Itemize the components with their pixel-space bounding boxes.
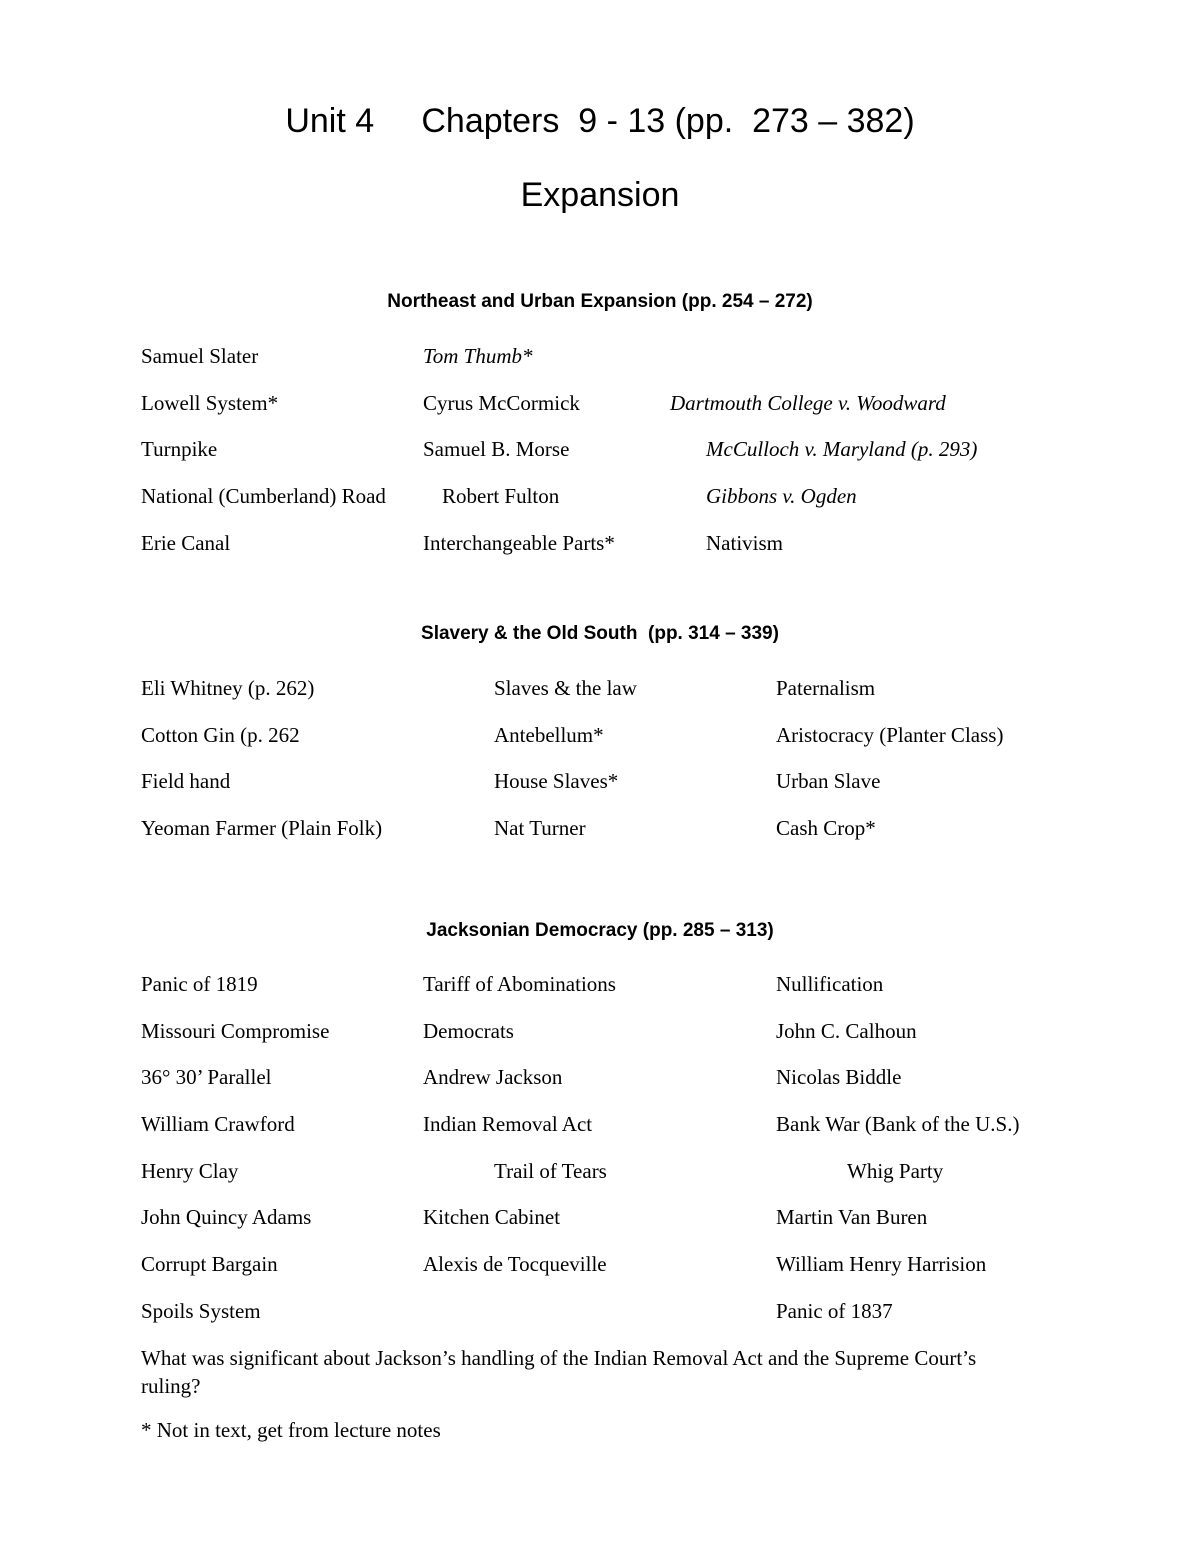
term: Kitchen Cabinet — [423, 1205, 561, 1229]
term-row — [0, 434, 1200, 464]
term: Missouri Compromise — [141, 1019, 330, 1043]
term: Interchangeable Parts* — [423, 531, 615, 555]
term-row — [0, 1249, 1200, 1279]
term: William Henry Harrision — [776, 1252, 987, 1276]
term-row — [0, 1016, 1200, 1046]
term: 36° 30’ Parallel — [141, 1065, 272, 1089]
term: Spoils System — [141, 1299, 261, 1323]
term-row — [0, 969, 1200, 999]
term-row — [0, 1202, 1200, 1232]
term: Field hand — [141, 769, 231, 793]
term: House Slaves* — [494, 769, 619, 793]
term-row — [0, 673, 1200, 703]
term: Nicolas Biddle — [776, 1065, 902, 1089]
term: Nativism — [706, 531, 783, 555]
term: Slaves & the law — [494, 676, 637, 700]
term: Antebellum* — [494, 723, 604, 747]
term: Erie Canal — [141, 531, 231, 555]
term: Nat Turner — [494, 816, 586, 840]
term: Paternalism — [776, 676, 876, 700]
term-row — [0, 341, 1200, 371]
term-row — [0, 388, 1200, 418]
term: Cyrus McCormick — [423, 391, 580, 415]
term: Trail of Tears — [494, 1159, 607, 1183]
term: Tariff of Abominations — [423, 972, 616, 996]
term: Bank War (Bank of the U.S.) — [776, 1112, 1020, 1136]
term: Robert Fulton — [442, 484, 560, 508]
term: Nullification — [776, 972, 884, 996]
page-title: Unit 4 Chapters 9 - 13 (pp. 273 – 382) — [285, 102, 915, 140]
term: Aristocracy (Planter Class) — [776, 723, 1004, 747]
term-row — [0, 1062, 1200, 1092]
term: Corrupt Bargain — [141, 1252, 278, 1276]
term: Whig Party — [847, 1159, 944, 1183]
term-row — [0, 813, 1200, 843]
term-row — [0, 1109, 1200, 1139]
term: Tom Thumb* — [423, 344, 533, 368]
term: William Crawford — [141, 1112, 295, 1136]
term: Yeoman Farmer (Plain Folk) — [141, 816, 383, 840]
term: Dartmouth College v. Woodward — [670, 391, 946, 415]
section-heading-jacksonian: Jacksonian Democracy (pp. 285 – 313) — [426, 920, 774, 941]
section-heading-northeast: Northeast and Urban Expansion (pp. 254 – 272) — [387, 291, 813, 312]
term: Samuel Slater — [141, 344, 259, 368]
term-row — [0, 481, 1200, 511]
term: Lowell System* — [141, 391, 279, 415]
term: Alexis de Tocqueville — [423, 1252, 607, 1276]
term: John C. Calhoun — [776, 1019, 917, 1043]
term: Martin Van Buren — [776, 1205, 928, 1229]
page-subtitle: Expansion — [520, 176, 680, 214]
term: Gibbons v. Ogden — [706, 484, 857, 508]
section-heading-slavery: Slavery & the Old South (pp. 314 – 339) — [421, 623, 779, 644]
term: McCulloch v. Maryland (p. 293) — [706, 437, 978, 461]
term-row — [0, 720, 1200, 750]
term: National (Cumberland) Road — [141, 484, 386, 508]
term: Indian Removal Act — [423, 1112, 593, 1136]
term: Samuel B. Morse — [423, 437, 570, 461]
term: John Quincy Adams — [141, 1205, 312, 1229]
discussion-question: What was significant about Jackson’s handling of the Indian Removal Act and the Supreme Court’s ruling? — [141, 1346, 977, 1398]
term: Cotton Gin (p. 262 — [141, 723, 300, 747]
term: Eli Whitney (p. 262) — [141, 676, 315, 700]
term-row — [0, 528, 1200, 558]
term: Urban Slave — [776, 769, 881, 793]
term: Andrew Jackson — [423, 1065, 563, 1089]
term-row — [0, 766, 1200, 796]
term: Turnpike — [141, 437, 218, 461]
footnote: * Not in text, get from lecture notes — [141, 1418, 441, 1442]
term: Democrats — [423, 1019, 514, 1043]
term: Cash Crop* — [776, 816, 876, 840]
term: Henry Clay — [141, 1159, 239, 1183]
term-row — [0, 1296, 1200, 1326]
term: Panic of 1837 — [776, 1299, 893, 1323]
term-row — [0, 1156, 1200, 1186]
term: Panic of 1819 — [141, 972, 258, 996]
